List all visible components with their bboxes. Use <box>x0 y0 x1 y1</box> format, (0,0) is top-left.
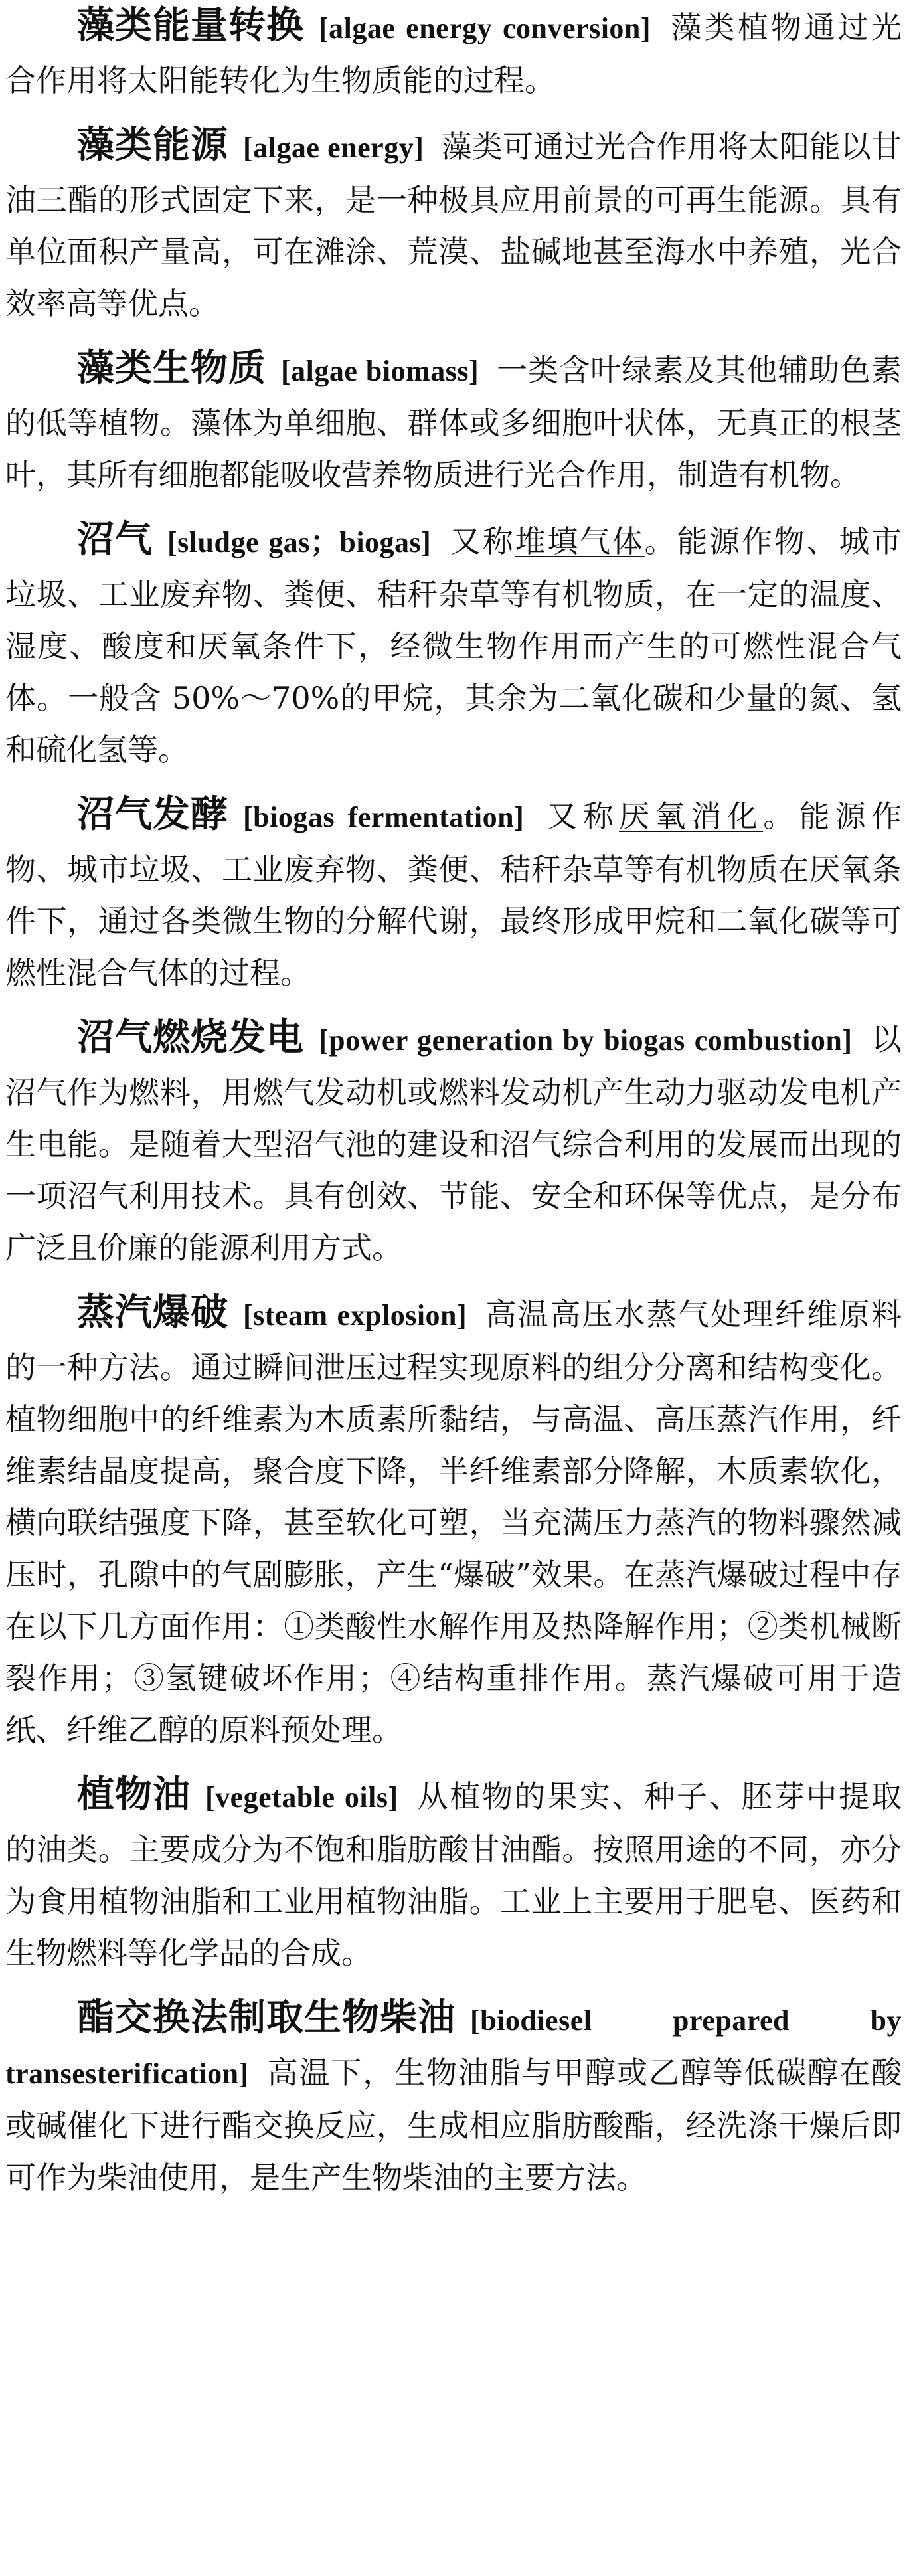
definition-text: 又称 <box>448 523 515 559</box>
entry-definition: 以沼气作为燃料，用燃气发动机或燃料发动机产生动力驱动发电机产生电能。是随着大型沼气池的建设和沼气综合利用的发展而出现的一项沼气利用技术。具有创效、节能、安全和环保等优点，是分布广泛且价廉的能源利用方式。 <box>5 1021 902 1266</box>
entry-term: 藻类能量转换 <box>77 4 304 47</box>
definition-text: 又称 <box>541 798 620 834</box>
entry-definition: 藻类可通过光合作用将太阳能以甘油三酯的形式固定下来，是一种极具应用前景的可再生能源。具有单位面积产量高，可在滩涂、荒漠、盐碱地甚至海水中养殖，光合效率高等优点。 <box>5 129 902 321</box>
entry-english-term: [vegetable oils] <box>205 1781 398 1814</box>
glossary-entry <box>5 1992 902 2203</box>
glossary-entry <box>5 120 902 329</box>
glossary-entry <box>5 0 902 106</box>
entry-english-term: [algae energy conversion] <box>319 12 651 44</box>
glossary-entry <box>5 1769 902 1979</box>
entry-english-term: [power generation by biogas combustion] <box>319 1024 853 1057</box>
glossary-entry <box>5 1012 902 1274</box>
cross-reference-link[interactable]: 堆填气体 <box>515 523 645 559</box>
entry-term: 蒸汽爆破 <box>77 1291 228 1334</box>
entry-definition: 高温高压水蒸气处理纤维原料的一种方法。通过瞬间泄压过程实现原料的组分分离和结构变化。植物细胞中的纤维素为木质素所黏结，与高温、高压蒸汽作用，纤维素结晶度提高，聚合度下降，半纤维素部分降解，木质素软化，横向联结强度下降，甚至软化可塑，当充满压力蒸汽的物料骤然减压时，孔隙中的气剧膨胀，产生“爆破”效果。在蒸汽爆破过程中存在以下几方面作用：①类酸性水解作用及热降解作用；②类机械断裂作用；③氢键破坏作用；④结构重排作用。蒸汽爆破可用于造纸、纤维乙醇的原料预处理。 <box>5 1296 902 1748</box>
entry-definition: 一类含叶绿素及其他辅助色素的低等植物。藻体为单细胞、群体或多细胞叶状体，无真正的根茎叶，其所有细胞都能吸收营养物质进行光合作用，制造有机物。 <box>5 352 902 493</box>
definition-text: 。能源作物、城市垃圾、工业废弃物、粪便、秸秆杂草等有机物质在厌氧条件下，通过各类微生物的分解代谢，最终形成甲烷和二氧化碳等可燃性混合气体的过程。 <box>5 798 902 991</box>
entry-english-term: [algae biomass] <box>281 355 479 387</box>
entry-term: 藻类能源 <box>77 124 228 167</box>
entry-term: 沼气燃烧发电 <box>77 1016 304 1059</box>
entry-term: 藻类生物质 <box>77 347 266 390</box>
glossary-page <box>5 0 902 2203</box>
entry-term: 植物油 <box>77 1773 191 1816</box>
glossary-entry <box>5 1287 902 1756</box>
entry-term: 酯交换法制取生物柴油 <box>77 1996 456 2039</box>
entry-definition: 藻类植物通过光合作用将太阳能转化为生物质能的过程。 <box>5 9 902 98</box>
entry-definition: 高温下，生物油脂与甲醇或乙醇等低碳醇在酸或碱催化下进行酯交换反应，生成相应脂肪酸酯，经洗涤干燥后即可作为柴油使用，是生产生物柴油的主要方法。 <box>5 2055 902 2195</box>
entry-english-term: [biogas fermentation] <box>243 801 525 833</box>
entry-english-term: [algae energy] <box>243 131 424 164</box>
entry-term: 沼气 <box>77 518 153 561</box>
entry-english-term: [biodiesel prepared by transesterification] <box>5 2004 902 2090</box>
glossary-entry <box>5 514 902 776</box>
cross-reference-link[interactable]: 厌氧消化 <box>619 798 764 834</box>
entry-term: 沼气发酵 <box>77 793 228 836</box>
definition-text: 。能源作物、城市垃圾、工业废弃物、粪便、秸秆杂草等有机物质，在一定的温度、湿度、酸度和厌氧条件下，经微生物作用而产生的可燃性混合气体。一般含 50%～70%的甲烷，其余为二氧化碳和少量的氮、氢和硫化氢等。 <box>5 523 902 768</box>
entry-english-term: [steam explosion] <box>243 1299 467 1331</box>
entry-english-term: [sludge gas；biogas] <box>167 526 432 558</box>
glossary-entry <box>5 789 902 999</box>
entry-definition: 从植物的果实、种子、胚芽中提取的油类。主要成分为不饱和脂肪酸甘油酯。按照用途的不同，亦分为食用植物油脂和工业用植物油脂。工业上主要用于肥皂、医药和生物燃料等化学品的合成。 <box>5 1778 902 1971</box>
glossary-entry <box>5 343 902 501</box>
